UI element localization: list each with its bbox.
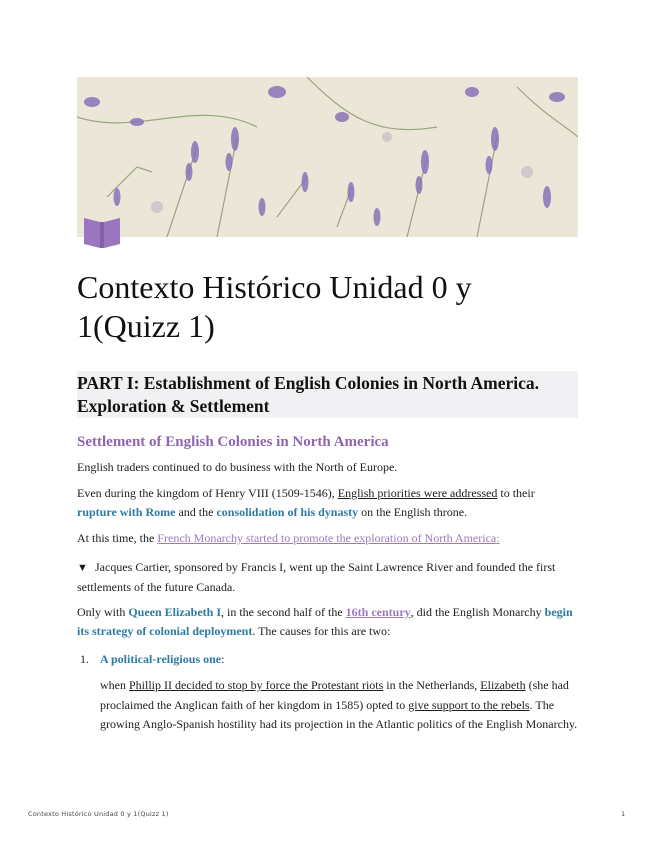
text-run: in the Netherlands,	[383, 678, 481, 692]
paragraph-henry	[77, 484, 577, 522]
text-run: , did the English Monarchy	[410, 605, 545, 619]
list-number: 1.	[80, 652, 89, 666]
highlight-queen: Queen Elizabeth I	[128, 605, 222, 619]
text-run: to their	[497, 486, 535, 500]
paragraph-traders: English traders continued to do business with the North of Europe.	[77, 460, 398, 474]
underlined-text: Phillip II decided to stop by force the Protestant riots	[129, 678, 384, 692]
text-run: Even during the kingdom of Henry VIII (1509-1546),	[77, 486, 338, 500]
toggle-text: Jacques Cartier, sponsored by Francis I, went up the Saint Lawrence River and founded the first settlements of the future Canada.	[77, 560, 556, 594]
link-french-monarchy[interactable]: French Monarchy started to promote the exploration of North America	[157, 531, 497, 545]
text-run: when	[100, 678, 129, 692]
highlight-dynasty: consolidation of his dynasty	[216, 505, 359, 519]
footer-page-number: 1	[621, 810, 626, 818]
underlined-text: English priorities were addressed	[337, 486, 498, 500]
triangle-down-icon[interactable]: ▼	[77, 562, 88, 574]
paragraph-french	[77, 529, 577, 548]
paragraph-phillip	[100, 676, 578, 735]
list-label: A political-religious one	[100, 652, 222, 666]
section-heading: Settlement of English Colonies in North America	[77, 434, 389, 450]
text-run: . The growing Anglo-Spanish hostility had its projection in the Atlantic politics of the English Monarchy.	[100, 697, 578, 731]
text-run: . The causes for this are two:	[252, 624, 391, 638]
toggle-block-cartier[interactable]	[77, 558, 577, 597]
paragraph-elizabeth	[77, 603, 577, 641]
underlined-text: give support to the rebels	[408, 697, 530, 712]
text-run: :	[496, 531, 500, 545]
highlight-colonial: begin its strategy of colonial deployment	[77, 605, 573, 638]
highlight-rome: rupture with Rome	[77, 505, 176, 519]
header-banner	[77, 77, 578, 237]
numbered-list-item	[80, 650, 224, 669]
page-title: Contexto Histórico Unidad 0 y 1(Quizz 1)	[77, 269, 472, 344]
part-heading: PART I: Establishment of English Colonies in North America. Exploration & Settlement	[77, 371, 578, 418]
link-16th-century[interactable]: 16th century	[345, 605, 411, 619]
text-run: on the English throne.	[358, 505, 468, 519]
text-run: Only with	[77, 605, 129, 619]
text-run: and the	[175, 505, 217, 519]
list-colon: :	[221, 652, 225, 666]
lavender-floral-banner-icon	[77, 77, 578, 237]
book-open-icon	[82, 216, 122, 250]
underlined-text: Elizabeth	[480, 678, 526, 692]
footer-title: Contexto Histórico Unidad 0 y 1(Quizz 1)	[28, 810, 169, 818]
text-run: (she had proclaimed the Anglican faith of her kingdom in 1585) opted to	[100, 678, 569, 712]
text-run: , in the second half of the	[221, 605, 346, 619]
text-run: At this time, the	[77, 531, 158, 545]
